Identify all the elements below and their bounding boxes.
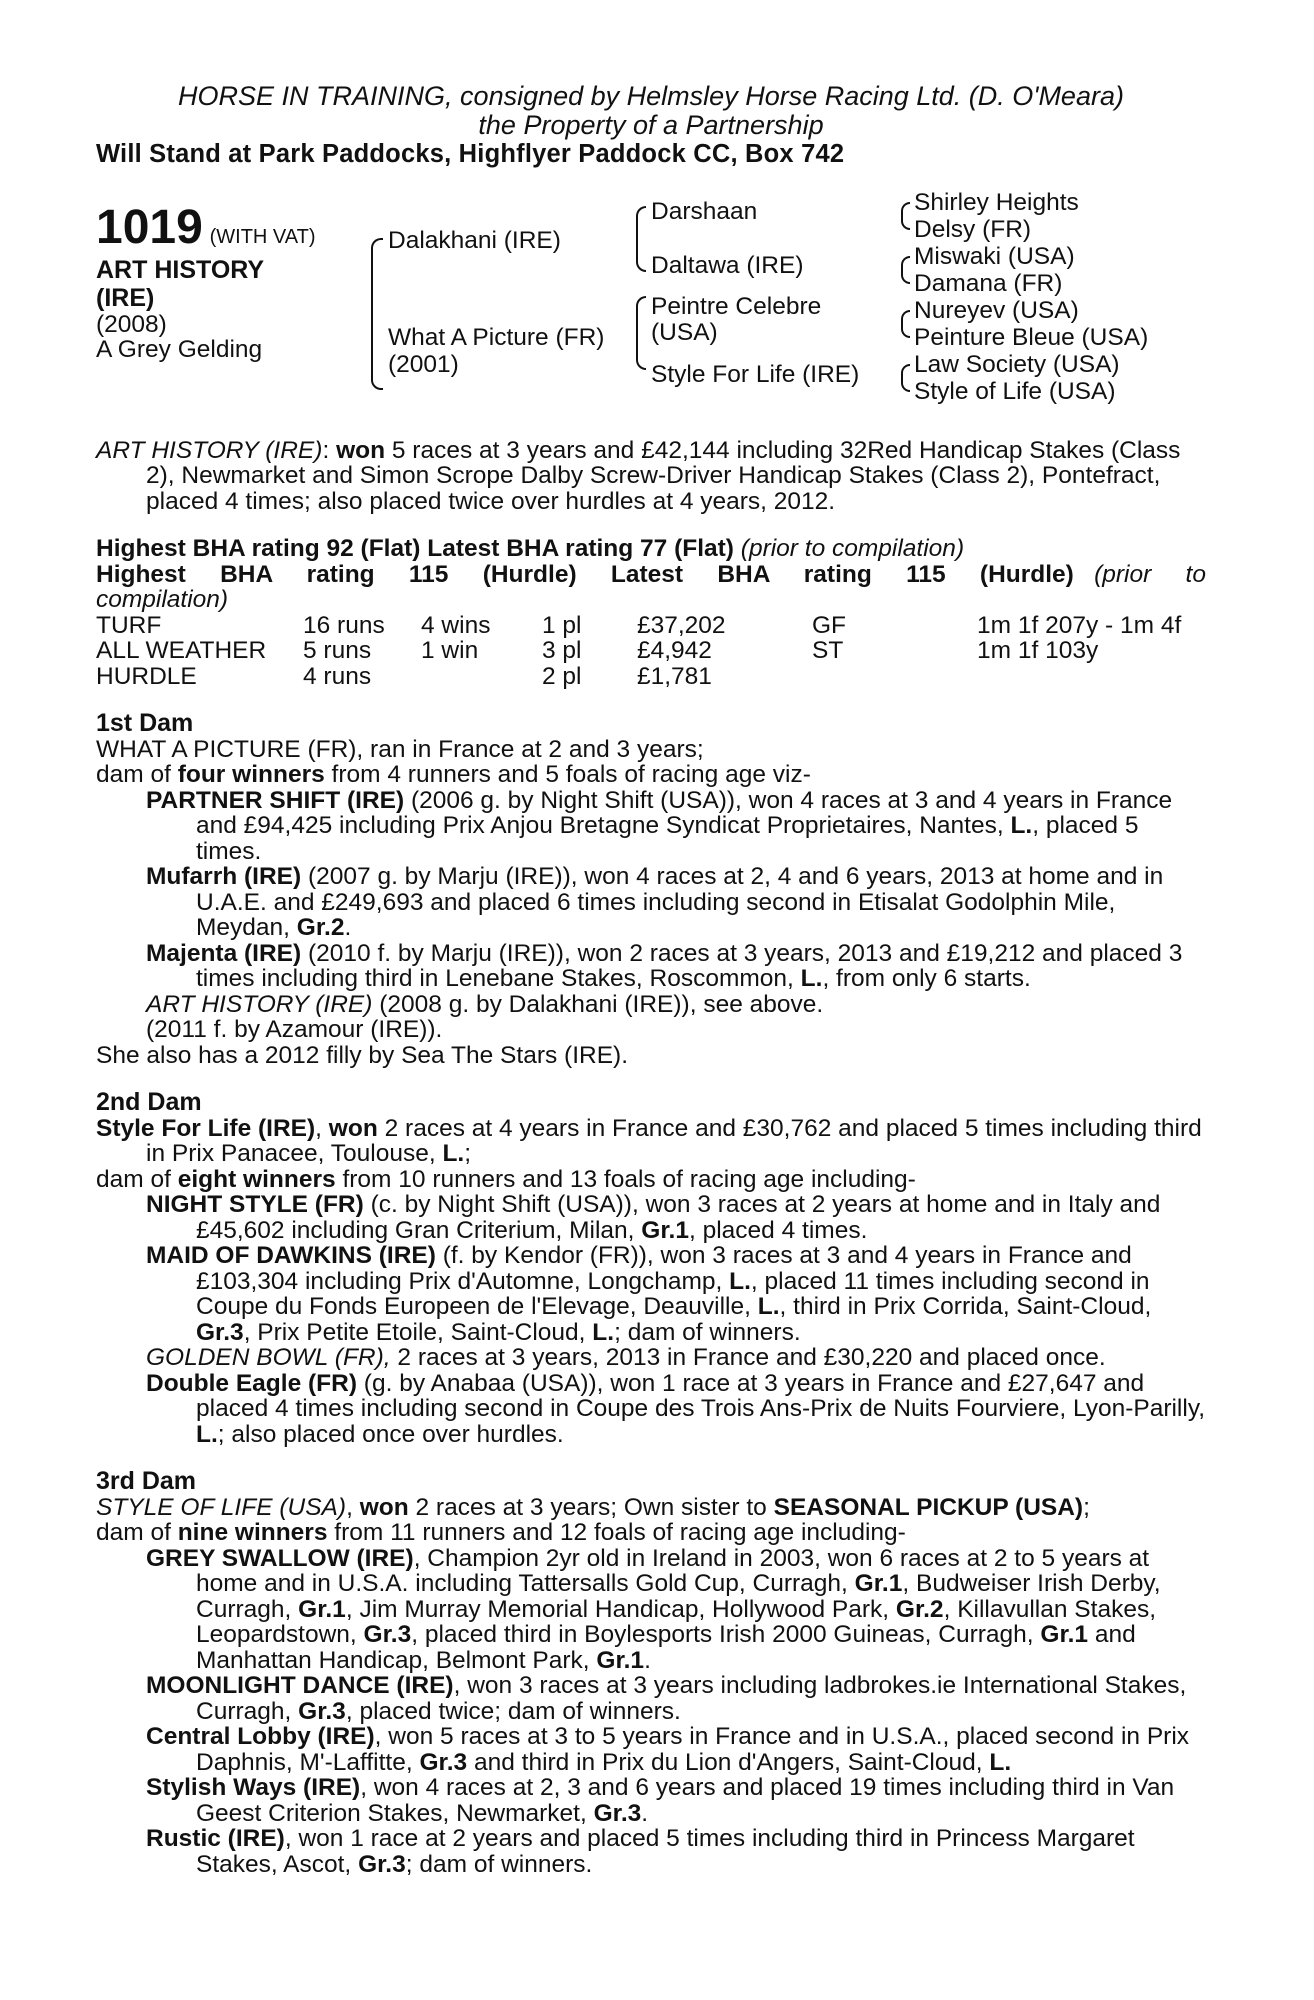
gp-brace-3 [901, 310, 910, 338]
list-item [96, 1243, 1206, 1345]
race-grade: Gr.1 [1040, 1621, 1089, 1648]
race-grade: Gr.3 [419, 1748, 468, 1776]
text: , won 1 race at 2 years and placed 5 times including third in Princess Margaret Stakes, Ascot, [196, 1825, 1135, 1878]
sire-sire-dam: Delsy (FR) [914, 215, 1032, 243]
text: ; also placed once over hurdles. [217, 1420, 564, 1448]
flat-rating [96, 536, 1206, 562]
text: 2 races at 4 years in France and £30,762 and placed 5 times including third in Prix Panacee, Toulouse, [146, 1114, 1202, 1167]
text: ; dam of winners. [614, 1318, 801, 1346]
dam-produce-line [96, 762, 1206, 788]
dam-produce-line [96, 1167, 1206, 1193]
horse-name: Majenta (IRE) [146, 939, 302, 967]
property-line: the Property of a Partnership [478, 110, 824, 140]
record-surface: HURDLE [96, 662, 197, 690]
gp-brace-1 [901, 202, 910, 230]
dam-dam: Style For Life (IRE) [651, 360, 860, 388]
record-money: £1,781 [637, 662, 712, 690]
horse-name: STYLE OF LIFE (USA) [96, 1493, 347, 1521]
record-placed: 1 pl [542, 611, 582, 639]
third-dam-section [96, 1469, 1206, 1877]
text: , Prix Petite Etoile, Saint-Cloud, [243, 1318, 593, 1346]
horse-name: MAID OF DAWKINS (IRE) [146, 1242, 436, 1269]
dam-sire-sire: Nureyev (USA) [914, 296, 1079, 324]
horse-name: GOLDEN BOWL (FR), [146, 1344, 391, 1371]
race-grade: Gr.3 [298, 1697, 346, 1725]
text: 2 races at 3 years, 2013 in France and £30,220 and placed once. [390, 1344, 1106, 1371]
sire-name: Dalakhani (IRE) [388, 226, 561, 254]
horse-name: ART HISTORY (IRE) [146, 990, 373, 1018]
dam-parents-brace [636, 296, 646, 370]
list-item: (2011 f. by Azamour (IRE)). [146, 1016, 443, 1043]
dam-sire-dam: Peinture Bleue (USA) [914, 323, 1149, 351]
race-grade: L. [989, 1748, 1012, 1776]
race-grade: Gr.2 [895, 1595, 944, 1623]
dam-line: Style For Life (IRE), won 2 races at 4 years in France and £30,762 and placed 5 times including third in Prix Panacee, Toulouse, L.; [96, 1114, 1202, 1167]
gp-brace-4 [901, 364, 910, 392]
hurdle-rating [96, 562, 1206, 613]
record-going: GF [812, 611, 847, 639]
hurdle-rating-note: (prior to compilation) [96, 560, 1206, 613]
race-grade: L. [729, 1267, 751, 1295]
dam-line: WHAT A PICTURE (FR), ran in France at 2 and 3 years; [96, 735, 704, 763]
record-placed: 2 pl [542, 662, 582, 690]
race-grade: L. [757, 1293, 780, 1320]
summary-text: 5 races at 3 years and £42,144 including 32Red Handicap Stakes (Class 2), Newmarket and Simon Scrope Dalby Screw-Driver Handicap Stakes (Class 2), Pontefract, placed 4 times; also placed twice over hurdles at 4 years, 2012. [146, 436, 1181, 515]
list-item [96, 1192, 1206, 1243]
catalogue-page [96, 82, 1206, 1877]
sire-dam-dam: Damana (FR) [914, 269, 1063, 297]
horse-name: Central Lobby (IRE) [146, 1723, 375, 1750]
dam-also-note: She also has a 2012 filly by Sea The Stars (IRE). [96, 1041, 629, 1069]
horse-name: PARTNER SHIFT (IRE) [146, 786, 405, 814]
text: , placed 5 times. [196, 812, 1139, 865]
won-label: won [328, 1114, 378, 1142]
text: . [644, 1646, 651, 1674]
horse-name: Stylish Ways (IRE) [146, 1774, 361, 1801]
record-runs: 5 runs [303, 637, 372, 664]
pedigree-block [96, 188, 1206, 428]
dam-name-line2: (2001) [388, 350, 459, 378]
sire-sire: Darshaan [651, 197, 758, 225]
record-wins [421, 664, 542, 690]
list-item [96, 941, 1206, 992]
list-item [96, 864, 1206, 941]
table-row [96, 613, 1181, 639]
record-distance: 1m 1f 103y [977, 637, 1099, 664]
summary-won: won [336, 436, 386, 464]
text: and third in Prix du Lion d'Angers, Saint-Cloud, [467, 1748, 990, 1776]
sire-dam: Daltawa (IRE) [651, 251, 804, 279]
race-grade: L. [800, 965, 823, 992]
record-runs: 16 runs [303, 611, 385, 639]
text: ; [1083, 1493, 1090, 1521]
text: , placed 11 times including second in Coupe du Fonds Europeen de l'Elevage, Deauville, [196, 1267, 1150, 1320]
table-row [96, 638, 1181, 664]
list-item [96, 992, 1206, 1018]
horse-description: A Grey Gelding [96, 336, 263, 363]
record-surface: TURF [96, 611, 162, 639]
text: , third in Prix Corrida, Saint-Cloud, [779, 1293, 1152, 1320]
text: dam of [96, 1519, 178, 1546]
winners-count: four winners [177, 761, 325, 788]
text: (2008 g. by Dalakhani (IRE)), see above. [372, 990, 824, 1018]
list-item [96, 1673, 1206, 1724]
horse-name: MOONLIGHT DANCE (IRE) [146, 1672, 454, 1699]
text: , Budweiser Irish Derby, Curragh, [196, 1570, 1161, 1623]
record-going [812, 664, 977, 690]
won-label: won [359, 1493, 409, 1521]
record-money: £4,942 [637, 637, 712, 664]
list-item [96, 1345, 1206, 1371]
dam-produce-line [96, 1520, 1206, 1546]
text: 2 races at 3 years; Own sister to [408, 1493, 774, 1521]
dam-name-line1: What A Picture (FR) [388, 323, 605, 351]
list-item [96, 1826, 1206, 1877]
text: from 4 runners and 5 foals of racing age viz- [324, 761, 811, 788]
race-grade: Gr.3 [196, 1318, 244, 1346]
record-wins: 4 wins [421, 611, 491, 639]
list-item [96, 1546, 1206, 1674]
winners-count: nine winners [177, 1519, 328, 1546]
text: , won 3 races at 3 years including ladbrokes.ie International Stakes, Curragh, [196, 1672, 1187, 1725]
horse-name-line1: ART HISTORY [96, 255, 265, 284]
record-money: £37,202 [637, 611, 726, 639]
record-wins: 1 win [421, 637, 479, 664]
list-item [96, 1775, 1206, 1826]
sire-parents-brace [636, 206, 646, 272]
horse-name: Double Eagle (FR) [146, 1369, 357, 1397]
text: , [346, 1493, 360, 1521]
text: , placed twice; dam of winners. [345, 1697, 681, 1725]
record-distance [977, 664, 1181, 690]
dam-dam-sire: Law Society (USA) [914, 350, 1120, 378]
list-item [96, 788, 1206, 865]
text: . [344, 914, 352, 941]
sire-dam-sire: Miswaki (USA) [914, 242, 1075, 270]
sire-sire-sire: Shirley Heights [914, 188, 1079, 216]
text: , placed 4 times. [688, 1216, 868, 1244]
gp-brace-2 [901, 256, 910, 284]
horse-name: GREY SWALLOW (IRE) [146, 1544, 414, 1572]
record-surface: ALL WEATHER [96, 637, 267, 664]
horse-name: NIGHT STYLE (FR) [146, 1191, 364, 1218]
horse-name: Style For Life (IRE) [96, 1114, 316, 1142]
race-grade: Gr.1 [854, 1570, 903, 1597]
lot-info [96, 200, 316, 363]
winners-count: eight winners [177, 1165, 336, 1193]
text: (f. by Kendor (FR)), won 3 races at 3 and 4 years in France and £103,304 including Prix d'Automne, Longchamp, [196, 1242, 1132, 1295]
lot-number: 1019 [96, 200, 203, 254]
lot-vat: (WITH VAT) [209, 225, 316, 248]
text: , Killavullan Stakes, Leopardstown, [196, 1595, 1157, 1648]
race-grade: Gr.2 [296, 914, 345, 941]
text: and Manhattan Handicap, Belmont Park, [196, 1621, 1136, 1674]
text: , placed third in Boylesports Irish 2000 Guineas, Curragh, [411, 1621, 1041, 1648]
list-item [96, 1724, 1206, 1775]
text: , Champion 2yr old in Ireland in 2003, won 6 races at 2 to 5 years at home and in U.S.A. including Tattersalls Gold Cup, Curragh, [196, 1544, 1150, 1597]
text: (2006 g. by Night Shift (USA)), won 4 races at 3 and 4 years in France and £94,425 including Prix Anjou Bretagne Syndicat Proprietaires, Nantes, [196, 786, 1173, 839]
text: , from only 6 starts. [822, 965, 1031, 992]
second-dam-section [96, 1090, 1206, 1447]
race-grade: Gr.3 [358, 1850, 406, 1878]
text: , won 5 races at 3 to 5 years in France and in U.S.A., placed second in Prix Daphnis, M'-Laffitte, [196, 1723, 1190, 1776]
text: (g. by Anabaa (USA)), won 1 race at 3 years in France and £27,647 and placed 4 times including second in Coupe des Trois Ans-Prix de Nuits Fourviere, Lyon-Parilly, [196, 1369, 1206, 1422]
race-grade: L. [196, 1420, 218, 1448]
race-summary: ART HISTORY (IRE): won 5 races at 3 years and £42,144 including 32Red Handicap Stakes (Class 2), Newmarket and Simon Scrope Dalby Screw-Driver Handicap Stakes (Class 2), Pontefract, placed 4 times; also placed twice over hurdles at 4 years, 2012. [96, 436, 1181, 515]
sire-dam-brace [371, 238, 383, 390]
race-grade: L. [592, 1318, 615, 1346]
sister-name: SEASONAL PICKUP (USA) [773, 1493, 1084, 1521]
table-row [96, 664, 1181, 690]
dam-sire-line2: (USA) [651, 318, 718, 346]
section-heading: 1st Dam [96, 709, 194, 737]
text: (c. by Night Shift (USA)), won 3 races at 2 years at home and in Italy and £45,602 including Gran Criterium, Milan, [196, 1191, 1161, 1244]
dam-line [96, 1495, 1206, 1521]
race-record-table [96, 613, 1181, 690]
section-heading: 3rd Dam [96, 1467, 197, 1495]
text: dam of [96, 1165, 178, 1193]
race-grade: Gr.3 [593, 1799, 642, 1827]
race-grade: L. [1010, 812, 1033, 839]
record-going: ST [812, 637, 844, 664]
text: ; [464, 1140, 472, 1167]
race-grade: L. [442, 1140, 465, 1167]
text: (2007 g. by Marju (IRE)), won 4 races at 2, 4 and 6 years, 2013 at home and in U.A.E. and £249,693 and placed 6 times including second in Etisalat Godolphin Mile, Meydan, [196, 863, 1164, 941]
list-item [96, 1371, 1206, 1448]
text: ; dam of winners. [405, 1850, 593, 1878]
horse-name-line2: (IRE) [96, 283, 155, 312]
text: from 11 runners and 12 foals of racing age including- [327, 1519, 906, 1546]
hurdle-rating-text: Highest BHA rating 115 (Hurdle) Latest BHA rating 115 (Hurdle) [96, 560, 1074, 588]
horse-name: Mufarrh (IRE) [146, 863, 302, 890]
consignor-line: HORSE IN TRAINING, consigned by Helmsley Horse Racing Ltd. (D. O'Meara) [178, 81, 1124, 111]
race-grade: Gr.1 [641, 1216, 689, 1244]
text: dam of [96, 761, 178, 788]
section-heading: 2nd Dam [96, 1088, 202, 1116]
text: , Jim Murray Memorial Handicap, Hollywood Park, [345, 1595, 896, 1623]
dam-dam-dam: Style of Life (USA) [914, 377, 1116, 405]
summary-name: ART HISTORY (IRE) [96, 436, 323, 464]
text: . [641, 1799, 649, 1827]
flat-rating-note: (prior to compilation) [740, 535, 965, 562]
horse-name: Rustic (IRE) [146, 1825, 285, 1852]
first-dam-section [96, 711, 1206, 1068]
horse-year: (2008) [96, 310, 167, 338]
text: , won 4 races at 2, 3 and 6 years and placed 19 times including third in Van Geest Criterion Stakes, Newmarket, [196, 1774, 1175, 1827]
text: (2010 f. by Marju (IRE)), won 2 races at 3 years, 2013 and £19,212 and placed 3 times including third in Lenebane Stakes, Roscommon, [196, 939, 1183, 992]
race-grade: Gr.3 [363, 1621, 412, 1648]
text: from 10 runners and 13 foals of racing age including- [335, 1165, 916, 1193]
stand-line: Will Stand at Park Paddocks, Highflyer Paddock CC, Box 742 [96, 140, 845, 168]
race-grade: Gr.1 [596, 1646, 645, 1674]
record-distance: 1m 1f 207y - 1m 4f [977, 611, 1182, 639]
flat-rating-text: Highest BHA rating 92 (Flat) Latest BHA rating 77 (Flat) [96, 535, 734, 562]
record-runs: 4 runs [303, 662, 372, 690]
dam-sire-line1: Peintre Celebre [651, 292, 822, 320]
record-placed: 3 pl [542, 637, 582, 664]
race-grade: Gr.1 [298, 1595, 346, 1623]
